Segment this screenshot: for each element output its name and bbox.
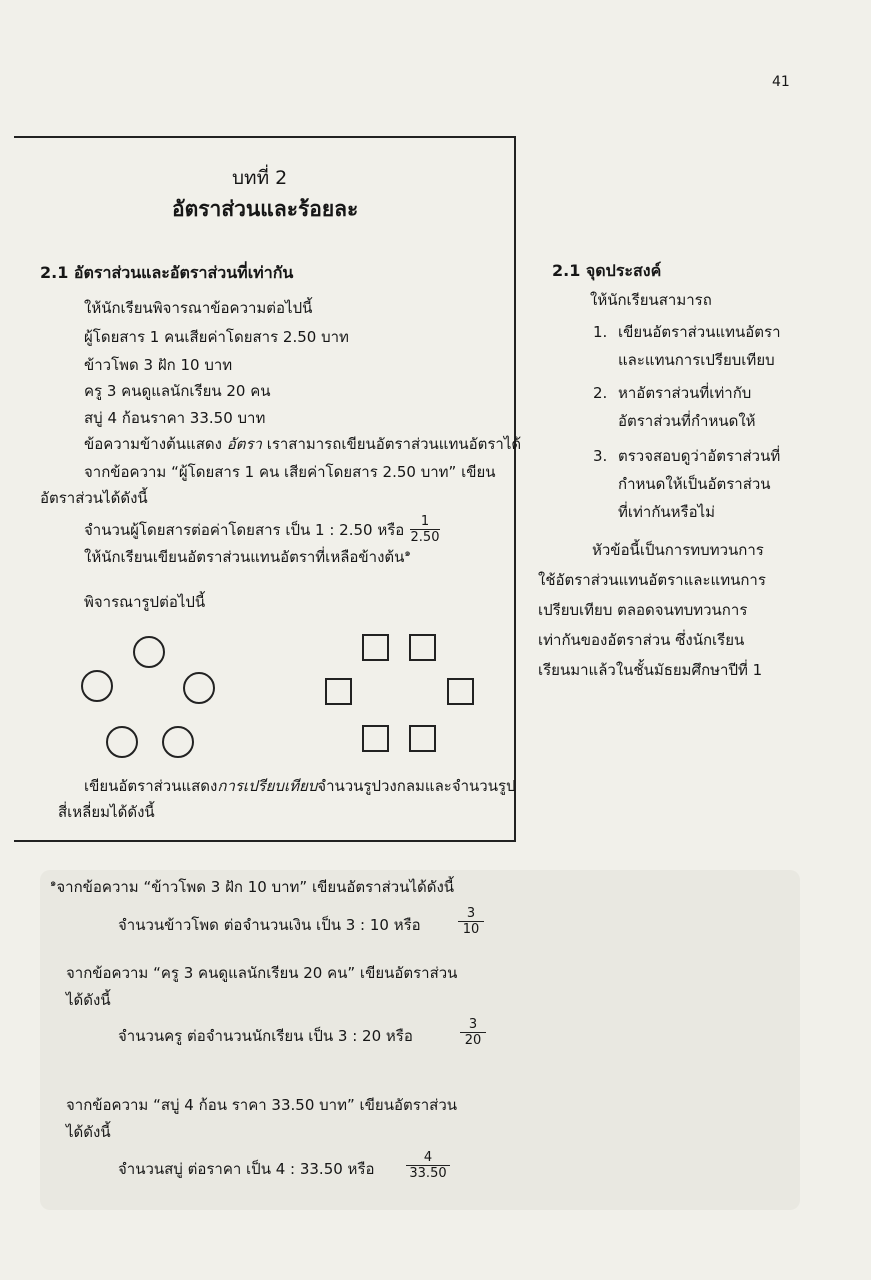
page-number: 41 [772, 74, 790, 90]
footnote-corn-text: จากข้อความ “ข้าวโพด 3 ฝัก 10 บาท” เขียนอัตราส่วนได้ดังนี้ [56, 878, 455, 896]
objective-2-line2: อัตราส่วนที่กำหนดให้ [618, 412, 756, 430]
passenger-ratio: จำนวนผู้โดยสารต่อค่าโดยสาร เป็น 1 : 2.50 หรือ [84, 521, 405, 539]
corn-ratio: จำนวนข้าวโพด ต่อจำนวนเงิน เป็น 3 : 10 หรือ [118, 916, 421, 934]
square-shape [409, 634, 436, 661]
example-2: ข้าวโพด 3 ฝัก 10 บาท [84, 356, 233, 374]
example-1: ผู้โดยสาร 1 คนเสียค่าโดยสาร 2.50 บาท [84, 328, 349, 346]
compare-line1 [84, 776, 516, 796]
passenger-fraction [410, 514, 440, 545]
chapter-title: อัตราส่วนและร้อยละ [172, 197, 359, 221]
review-paragraph-line5: เรียนมาแล้วในชั้นมัธยมศึกษาปีที่ 1 [538, 661, 763, 679]
objective-2-number: 2. [593, 384, 608, 402]
exercise-text: ให้นักเรียนเขียนอัตราส่วนแทนอัตราที่เหลือข้างต้น [84, 548, 405, 566]
circle-shape [183, 672, 215, 704]
square-shape [409, 725, 436, 752]
soap-fraction [406, 1150, 450, 1181]
circle-shape [106, 726, 138, 758]
circle-shape [162, 726, 194, 758]
soap-line1: จากข้อความ “สบู่ 4 ก้อน ราคา 33.50 บาท” เขียนอัตราส่วน [66, 1096, 458, 1114]
compare-post: จำนวนรูปวงกลมและจำนวนรูป [317, 777, 516, 795]
objective-1-line1: เขียนอัตราส่วนแทนอัตรา [618, 323, 781, 341]
objectives-heading: 2.1 จุดประสงค์ [552, 261, 662, 280]
soap-line2: ได้ดังนี้ [66, 1123, 111, 1141]
soap-fraction-numerator: 4 [423, 1150, 433, 1165]
objectives-intro: ให้นักเรียนสามารถ [590, 291, 712, 309]
teacher-fraction-denominator: 20 [460, 1032, 486, 1048]
circle-shape [133, 636, 165, 668]
passenger-paragraph-line2: อัตราส่วนได้ดังนี้ [40, 489, 148, 507]
square-shape [325, 678, 352, 705]
objective-1-line2: และแทนการเปรียบเทียบ [618, 351, 775, 369]
section-heading: 2.1 อัตราส่วนและอัตราส่วนที่เท่ากัน [40, 263, 294, 282]
rate-term: อัตรา [226, 435, 262, 453]
passenger-fraction-denominator: 2.50 [410, 530, 440, 545]
example-3: ครู 3 คนดูแลนักเรียน 20 คน [84, 382, 271, 400]
passenger-fraction-numerator: 1 [420, 514, 430, 529]
objective-3-number: 3. [593, 447, 608, 465]
review-paragraph-line2: ใช้อัตราส่วนแทนอัตราและแทนการ [538, 571, 766, 589]
objective-3-line1: ตรวจสอบดูว่าอัตราส่วนที่ [618, 447, 781, 465]
compare-pre: เขียนอัตราส่วนแสดง [84, 777, 218, 795]
objective-2-line1: หาอัตราส่วนที่เท่ากับ [618, 384, 752, 402]
review-paragraph-line4: เท่ากันของอัตราส่วน ซึ่งนักเรียน [538, 631, 745, 649]
review-paragraph-line1: หัวข้อนี้เป็นการทบทวนการ [592, 541, 764, 559]
square-shape [362, 634, 389, 661]
rate-paragraph [84, 434, 521, 454]
objective-3-line3: ที่เท่ากันหรือไม่ [618, 503, 716, 521]
rate-paragraph-pre: ข้อความข้างต้นแสดง [84, 435, 227, 453]
exercise-line [84, 544, 411, 567]
example-4: สบู่ 4 ก้อนราคา 33.50 บาท [84, 409, 266, 427]
corn-fraction-numerator: 3 [466, 906, 476, 921]
teacher-fraction-numerator: 3 [468, 1017, 478, 1032]
chapter-label: บทที่ 2 [232, 167, 288, 189]
footnote-marker: ๑ [404, 548, 411, 559]
compare-line2: สี่เหลี่ยมได้ดังนี้ [58, 803, 155, 821]
compare-term: การเปรียบเทียบ [217, 777, 318, 795]
teacher-ratio: จำนวนครู ต่อจำนวนนักเรียน เป็น 3 : 20 หรือ [118, 1027, 413, 1045]
passenger-paragraph-line1: จากข้อความ “ผู้โดยสาร 1 คน เสียค่าโดยสาร 2.50 บาท” เขียน [84, 463, 496, 481]
intro-text: ให้นักเรียนพิจารณาข้อความต่อไปนี้ [84, 299, 313, 317]
objective-3-line2: กำหนดให้เป็นอัตราส่วน [618, 475, 771, 493]
footnote-corn-line [50, 874, 454, 897]
circle-shape [81, 670, 113, 702]
teacher-line1: จากข้อความ “ครู 3 คนดูแลนักเรียน 20 คน” เขียนอัตราส่วน [66, 964, 458, 982]
soap-fraction-denominator: 33.50 [406, 1165, 450, 1181]
corn-fraction-denominator: 10 [458, 921, 484, 937]
square-shape [362, 725, 389, 752]
footnote-symbol: ๑ [50, 878, 57, 889]
objective-1-number: 1. [593, 323, 608, 341]
teacher-line2: ได้ดังนี้ [66, 991, 111, 1009]
rate-paragraph-post: เราสามารถเขียนอัตราส่วนแทนอัตราได้ [261, 435, 522, 453]
corn-fraction [458, 906, 484, 937]
soap-ratio: จำนวนสบู่ ต่อราคา เป็น 4 : 33.50 หรือ [118, 1160, 375, 1178]
teacher-fraction [460, 1017, 486, 1048]
square-shape [447, 678, 474, 705]
review-paragraph-line3: เปรียบเทียบ ตลอดจนทบทวนการ [538, 601, 748, 619]
consider-figure-text: พิจารณารูปต่อไปนี้ [84, 593, 206, 611]
